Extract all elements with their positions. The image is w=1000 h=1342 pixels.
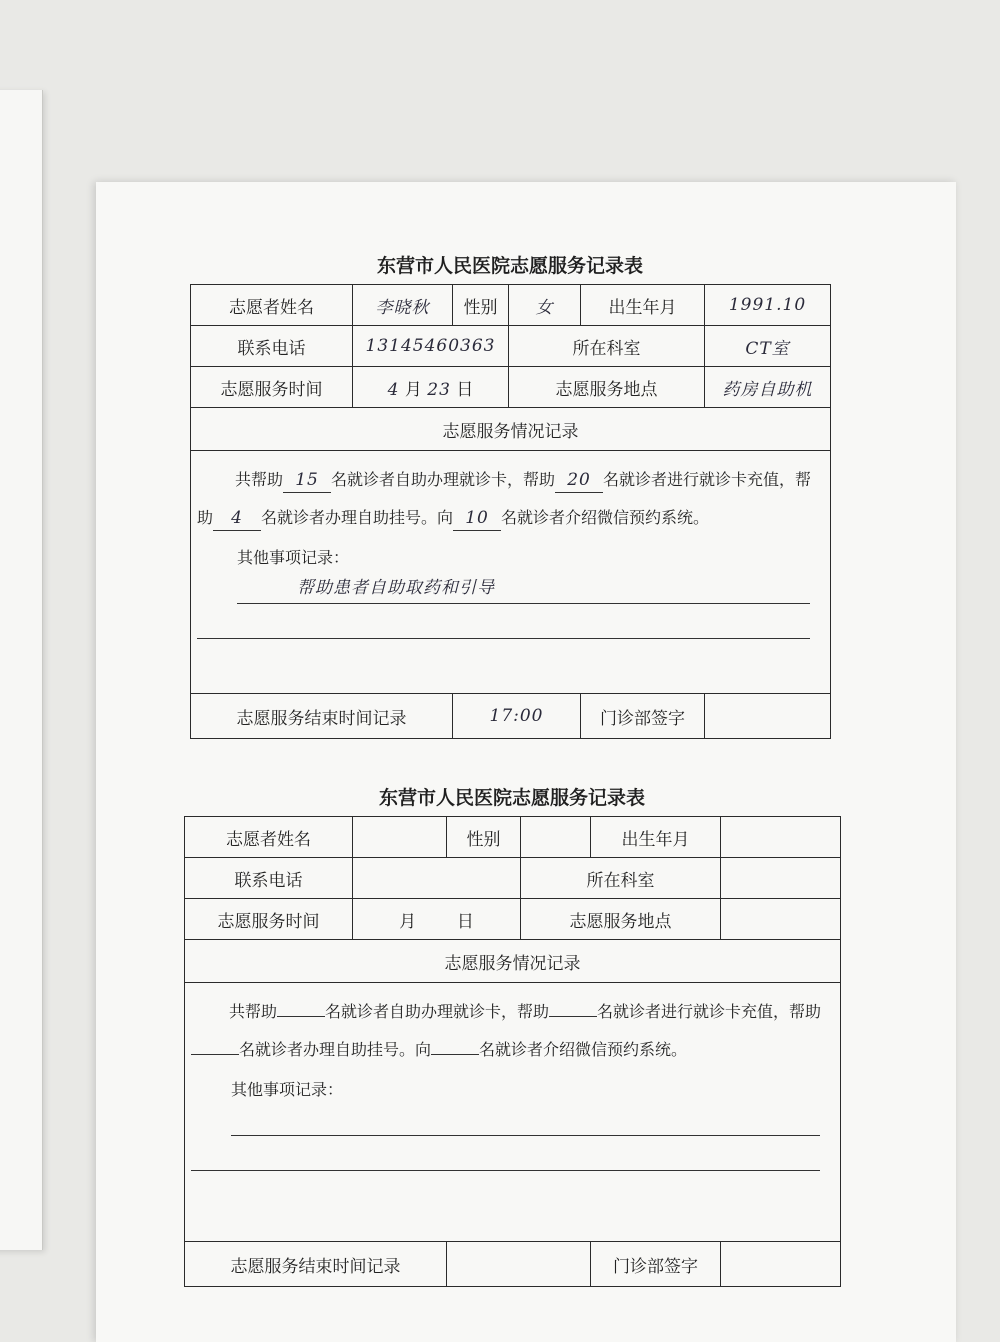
place-value[interactable] [721, 899, 841, 940]
time-value[interactable] [353, 899, 521, 940]
volunteer-record-form-filled [190, 248, 830, 739]
count-recharge[interactable]: 20 [555, 468, 603, 493]
count-card[interactable] [277, 1016, 325, 1017]
day-unit: 日 [456, 911, 474, 932]
count-wechat[interactable] [431, 1054, 479, 1055]
phone-value[interactable] [353, 858, 521, 899]
dept-label: 所在科室 [509, 326, 705, 367]
row-record-body [191, 451, 831, 694]
month-unit: 月 [404, 379, 422, 400]
birth-label: 出生年月 [581, 285, 705, 326]
record-body [185, 983, 841, 1242]
end-value[interactable]: 17:00 [453, 694, 581, 739]
other-value[interactable] [231, 1105, 820, 1136]
end-value[interactable] [447, 1242, 591, 1287]
count-card[interactable]: 15 [283, 468, 331, 493]
sign-value[interactable] [721, 1242, 841, 1287]
row-time [191, 367, 831, 408]
name-label: 志愿者姓名 [191, 285, 353, 326]
gender-label: 性别 [447, 817, 521, 858]
count-recharge[interactable] [549, 1016, 597, 1017]
row-end [191, 694, 831, 739]
other-label: 其他事项记录： [237, 548, 350, 567]
place-label: 志愿服务地点 [521, 899, 721, 940]
form-title: 东营市人民医院志愿服务记录表 [378, 787, 645, 809]
count-register[interactable] [191, 1054, 239, 1055]
end-label: 志愿服务结束时间记录 [191, 694, 453, 739]
gender-label: 性别 [453, 285, 509, 326]
section-title: 志愿服务情况记录 [185, 940, 841, 983]
text-register: 名就诊者办理自助挂号。向 [261, 508, 454, 527]
text-recharge: 名就诊者进行就诊卡充值，帮助 [197, 470, 812, 527]
place-label: 志愿服务地点 [509, 367, 705, 408]
text-register: 名就诊者办理自助挂号。向 [239, 1040, 432, 1059]
birth-label: 出生年月 [591, 817, 721, 858]
birth-value[interactable] [721, 817, 841, 858]
phone-value[interactable]: 13145460363 [353, 326, 509, 367]
dept-label: 所在科室 [521, 858, 721, 899]
row-section-title [185, 940, 841, 983]
time-month: 4 [387, 379, 400, 400]
phone-label: 联系电话 [191, 326, 353, 367]
record-body [191, 451, 831, 694]
form-table [190, 284, 831, 739]
row-time [185, 899, 841, 940]
row-phone [191, 326, 831, 367]
count-wechat[interactable]: 10 [453, 506, 501, 531]
other-blank-line[interactable] [197, 604, 810, 639]
other-label: 其他事项记录： [231, 1080, 344, 1099]
text-card: 名就诊者自助办理就诊卡，帮助 [325, 1002, 550, 1021]
row-phone [185, 858, 841, 899]
name-value[interactable] [353, 817, 447, 858]
text-help: 共帮助 [235, 470, 284, 489]
gender-value[interactable] [521, 817, 591, 858]
text-wechat: 名就诊者介绍微信预约系统。 [479, 1040, 688, 1059]
gender-value[interactable]: 女 [509, 285, 581, 326]
month-unit: 月 [399, 911, 417, 932]
dept-value[interactable] [721, 858, 841, 899]
day-unit: 日 [456, 379, 474, 400]
row-end [185, 1242, 841, 1287]
name-label: 志愿者姓名 [185, 817, 353, 858]
section-title: 志愿服务情况记录 [191, 408, 831, 451]
time-label: 志愿服务时间 [191, 367, 353, 408]
text-wechat: 名就诊者介绍微信预约系统。 [501, 508, 710, 527]
time-day: 23 [427, 379, 451, 400]
other-blank-line[interactable] [191, 1136, 820, 1171]
dept-value[interactable]: CT室 [705, 326, 831, 367]
record-paragraph [197, 461, 824, 537]
text-help: 共帮助 [229, 1002, 278, 1021]
underlying-paper-sheet [0, 90, 43, 1250]
sign-label: 门诊部签字 [591, 1242, 721, 1287]
text-recharge: 名就诊者进行就诊卡充值，帮助 [597, 1002, 822, 1021]
phone-label: 联系电话 [185, 858, 353, 899]
name-value[interactable]: 李晓秋 [353, 285, 453, 326]
row-record-body [185, 983, 841, 1242]
volunteer-record-form-blank [184, 780, 840, 1287]
end-label: 志愿服务结束时间记录 [185, 1242, 447, 1287]
other-value[interactable]: 帮助患者自助取药和引导 [237, 573, 810, 604]
sign-label: 门诊部签字 [581, 694, 705, 739]
time-label: 志愿服务时间 [185, 899, 353, 940]
row-name [185, 817, 841, 858]
row-name [191, 285, 831, 326]
form-table [184, 816, 841, 1287]
row-section-title [191, 408, 831, 451]
time-value[interactable] [353, 367, 509, 408]
form-title: 东营市人民医院志愿服务记录表 [376, 255, 643, 277]
record-paragraph [191, 993, 834, 1069]
sign-value[interactable] [705, 694, 831, 739]
text-card: 名就诊者自助办理就诊卡，帮助 [331, 470, 556, 489]
count-register[interactable]: 4 [213, 506, 261, 531]
place-value[interactable]: 药房自助机 [705, 367, 831, 408]
birth-value[interactable]: 1991.10 [705, 285, 831, 326]
